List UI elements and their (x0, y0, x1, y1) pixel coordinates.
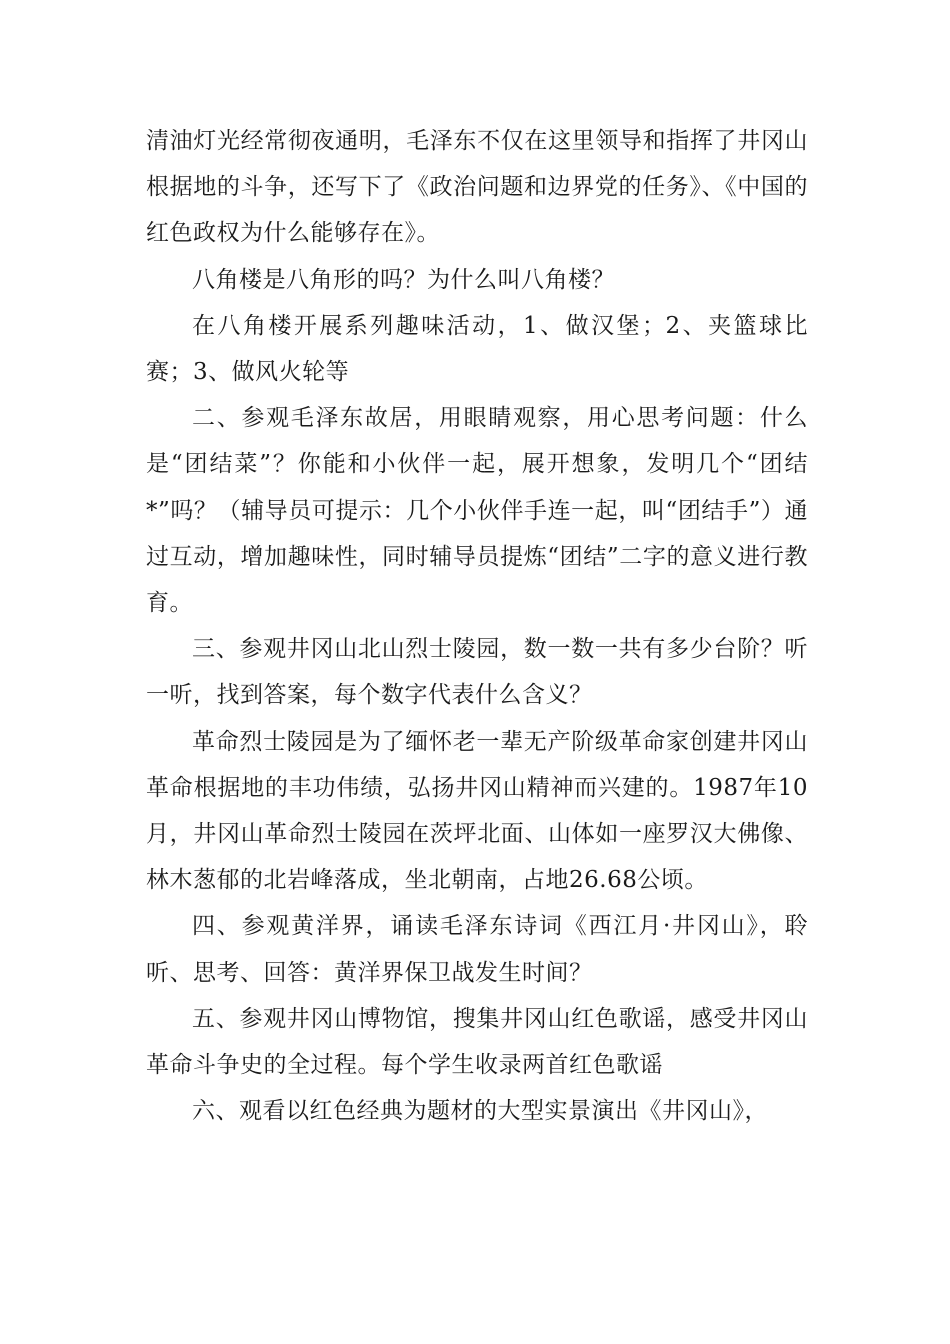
paragraph-3: 在八角楼开展系列趣味活动，1、做汉堡；2、夹篮球比赛；3、做风火轮等 (146, 312, 808, 386)
paragraph-5: 三、参观井冈山北山烈士陵园，数一数一共有多少台阶？听一听，找到答案，每个数字代表什么含义？ (146, 636, 808, 709)
paragraph-8: 五、参观井冈山博物馆，搜集井冈山红色歌谣，感受井冈山革命斗争史的全过程。每个学生收录两首红色歌谣 (146, 1005, 808, 1079)
paragraph-7: 四、参观黄洋界，诵读毛泽东诗词《西江月·井冈山》，聆听、思考、回答：黄洋界保卫战发生时间？ (146, 913, 808, 986)
paragraph-2: 八角楼是八角形的吗？为什么叫八角楼？ (192, 266, 615, 293)
paragraph-1: 清油灯光经常彻夜通明，毛泽东不仅在这里领导和指挥了井冈山根据地的斗争，还写下了《政治问题和边界党的任务》、《中国的红色政权为什么能够存在》。 (146, 128, 808, 247)
paragraph-6: 革命烈士陵园是为了缅怀老一辈无产阶级革命家创建井冈山革命根据地的丰功伟绩，弘扬井冈山精神而兴建的。1987年10月，井冈山革命烈士陵园在茨坪北面、山体如一座罗汉大佛像、林木葱郁的北岩峰落成，坐北朝南，占地26.68公顷。 (146, 728, 808, 894)
paragraph-9: 六、观看以红色经典为题材的大型实景演出《井冈山》， (192, 1098, 768, 1125)
document-body (146, 118, 808, 1134)
paragraph-4: 二、参观毛泽东故居，用眼睛观察，用心思考问题：什么是“团结菜”？你能和小伙伴一起，展开想象，发明几个“团结*”吗？（辅导员可提示：几个小伙伴手连一起，叫“团结手”）通过互动，增加趣味性，同时辅导员提炼“团结”二字的意义进行教育。 (146, 405, 808, 617)
